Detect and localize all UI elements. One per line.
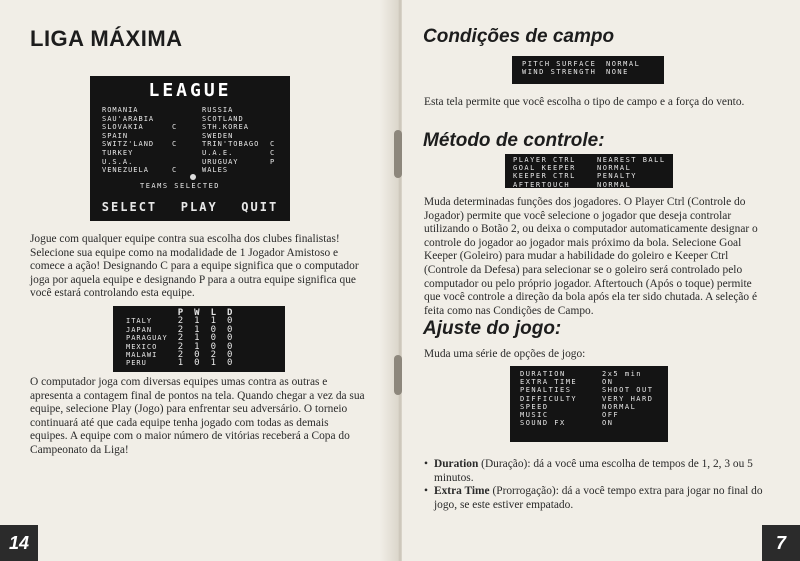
page-number-right: 7: [762, 525, 800, 561]
game-settings-intro: Muda uma série de opções de jogo:: [424, 348, 586, 360]
standings-d: 0: [226, 350, 234, 361]
standings-team: MEXICO: [126, 342, 158, 351]
standings-team: JAPAN: [126, 325, 153, 334]
setting-label: DIFFICULTY: [520, 394, 578, 403]
team-right-mark: P: [270, 157, 276, 166]
setting-value[interactable]: NORMAL: [602, 402, 637, 411]
bleed-through-title: [215, 32, 221, 55]
setting-row: [522, 68, 640, 76]
setting-row: [513, 172, 666, 180]
league-menu: [90, 200, 290, 214]
team-left[interactable]: SPAIN: [102, 131, 129, 140]
standings-p: 1: [177, 358, 185, 369]
team-row: [102, 123, 282, 132]
binding-mark-top: [394, 130, 402, 178]
standings-l: 1: [210, 358, 217, 369]
setting-value[interactable]: VERY HARD: [602, 394, 654, 403]
control-method-screenshot: [505, 154, 673, 188]
team-left-mark: [172, 115, 202, 124]
team-right[interactable]: WALES: [202, 166, 229, 175]
standings-team: ITALY: [126, 317, 153, 326]
setting-row: [513, 164, 666, 172]
left-page: [0, 0, 398, 561]
team-right-mark: [270, 106, 280, 115]
team-row: [102, 132, 282, 141]
standings-row: [121, 359, 238, 367]
team-right[interactable]: URUGUAY: [202, 157, 239, 166]
header-lost: L: [210, 308, 217, 318]
standings-team: MALAWI: [126, 351, 158, 360]
setting-row: [520, 378, 653, 386]
team-right-mark: [270, 123, 280, 132]
standings-l: 0: [210, 341, 217, 352]
setting-value[interactable]: NONE: [606, 68, 629, 77]
team-right-mark: [270, 115, 280, 124]
standings-screenshot: [113, 306, 285, 372]
league-rules-paragraph: [30, 376, 366, 458]
setting-row: [520, 403, 653, 411]
team-right-mark: C: [270, 148, 276, 157]
setting-label: DURATION: [520, 370, 566, 378]
standings-p: 2: [177, 324, 185, 335]
control-method-paragraph: [424, 196, 768, 318]
team-list: [102, 106, 282, 175]
standings-team: PERU: [126, 359, 147, 368]
bullet-term: Extra Time: [434, 485, 490, 498]
team-left[interactable]: U.S.A.: [102, 157, 134, 166]
setting-row: [520, 395, 653, 403]
league-banner: LEAGUE: [148, 80, 232, 101]
setting-row: [520, 411, 653, 419]
team-left[interactable]: TURKEY: [102, 148, 134, 157]
right-page: [402, 0, 800, 561]
team-left[interactable]: SWITZ'LAND: [102, 140, 155, 149]
standings-w: 0: [194, 358, 201, 369]
standings-w: 1: [194, 333, 201, 344]
team-left-mark: [172, 158, 202, 167]
menu-quit-button[interactable]: QUIT: [241, 200, 279, 214]
team-right[interactable]: RUSSIA: [202, 106, 234, 114]
setting-value[interactable]: NORMAL: [597, 180, 632, 188]
menu-play-button[interactable]: PLAY: [180, 200, 218, 214]
setting-value[interactable]: NEAREST BALL: [597, 156, 666, 164]
team-left[interactable]: SAU'ARABIA: [102, 114, 155, 123]
options-bullet-list: [424, 458, 772, 512]
team-right[interactable]: SCOTLAND: [202, 114, 244, 123]
league-intro-paragraph: Jogue com qualquer equipe contra sua escolha dos clubes finalistas! Selecione sua equipe como na modalidade de 1 Jogador Amistoso e comece a ação! Designando C para a equipe significa que o computador joga por aquela equipe e designando P para a outra equipe significa que você estará controlando esta equipe.: [30, 233, 359, 300]
field-conditions-screenshot: [512, 56, 664, 84]
setting-label: SPEED: [520, 402, 549, 411]
setting-row: [513, 181, 666, 188]
team-right-mark: C: [270, 140, 276, 149]
team-row: [102, 149, 282, 158]
team-right-mark: [270, 132, 280, 141]
game-settings-title: Ajuste do jogo:: [423, 318, 562, 339]
team-right[interactable]: U.A.E.: [202, 148, 234, 157]
standings-table: [121, 309, 238, 368]
setting-value[interactable]: NORMAL: [597, 164, 632, 173]
team-left[interactable]: SLOVAKIA: [102, 123, 144, 132]
team-left-mark: [172, 149, 202, 158]
standings-p: 2: [177, 341, 185, 352]
bullet-item: [424, 458, 772, 485]
setting-value[interactable]: SHOOT OUT: [602, 386, 654, 395]
header-won: W: [194, 308, 201, 318]
setting-value[interactable]: NORMAL: [606, 60, 641, 68]
ball-icon: [190, 174, 196, 180]
team-right-mark: [270, 166, 280, 175]
standings-w: 0: [194, 350, 201, 361]
setting-value[interactable]: ON: [602, 419, 614, 428]
bullet-text: (Prorrogação): dá a você tempo extra para jogar no final do jogo, se este estiver empatado.: [434, 485, 763, 511]
standings-w: 1: [194, 324, 201, 335]
standings-d: 0: [226, 324, 234, 335]
field-conditions-paragraph: Esta tela permite que você escolha o tipo de campo e a força do vento.: [424, 96, 745, 108]
setting-value[interactable]: ON: [602, 378, 614, 387]
team-right[interactable]: TRIN'TOBAGO: [202, 140, 260, 149]
team-left-mark: [172, 106, 202, 115]
setting-value[interactable]: PENALTY: [597, 172, 638, 181]
standings-l: 1: [210, 316, 217, 327]
bullet-term: Duration: [434, 458, 479, 470]
standings-l: 2: [210, 350, 217, 361]
standings-w: 1: [194, 341, 201, 352]
field-conditions-title: Condições de campo: [423, 26, 615, 47]
team-left[interactable]: VENEZUELA: [102, 166, 149, 175]
setting-label: PITCH SURFACE: [522, 60, 597, 68]
binding-mark-bottom: [394, 355, 402, 395]
setting-label: AFTERTOUCH: [513, 180, 571, 188]
team-row: [102, 115, 282, 124]
setting-row: [520, 419, 653, 427]
header-drawn: D: [226, 308, 234, 318]
setting-row: [520, 386, 653, 394]
standings-d: 0: [226, 316, 234, 327]
setting-label: KEEPER CTRL: [513, 172, 576, 181]
setting-label: PENALTIES: [520, 386, 572, 395]
team-row: [102, 140, 282, 149]
setting-row: [513, 156, 666, 164]
standings-l: 0: [210, 324, 217, 335]
bullet-item: [424, 485, 772, 512]
menu-select-button[interactable]: SELECT: [101, 200, 158, 214]
setting-row: [522, 60, 640, 68]
team-right[interactable]: SWEDEN: [202, 131, 234, 140]
team-row: [102, 106, 282, 115]
setting-label: SOUND FX: [520, 419, 566, 428]
header-played: P: [177, 308, 185, 318]
page-number-left: 14: [0, 525, 38, 561]
standings-p: 2: [177, 350, 185, 361]
league-rules-text: O computador joga com diversas equipes umas contra as outras e apresenta a contagem final de pontos na tela. Quando chegar a vez da sua equipe, selecione Play (Jogo) para enfrentar seu adversário. O torneio continuará até que cada equipe tenha jogado com todas as demais equipes. A equipe com o maior número de vitórias receberá a Copa do Campeonato da Liga!: [30, 376, 365, 456]
page-title: LIGA MÁXIMA: [30, 26, 183, 51]
team-left[interactable]: ROMANIA: [102, 106, 139, 114]
team-left-mark: C: [172, 123, 178, 132]
standings-team: PARAGUAY: [126, 334, 168, 343]
setting-value[interactable]: 2x5 min: [602, 370, 643, 378]
setting-row: [520, 370, 653, 378]
game-settings-screenshot: [510, 366, 668, 442]
standings-p: 2: [177, 333, 185, 344]
bullet-text: (Duração): dá a você uma escolha de tempos de 1, 2, 3 ou 5 minutos.: [434, 458, 753, 484]
team-right[interactable]: STH.KOREA: [202, 123, 249, 132]
league-screenshot: [90, 76, 290, 221]
standings-w: 1: [194, 316, 201, 327]
setting-label: WIND STRENGTH: [522, 68, 597, 77]
setting-label: PLAYER CTRL: [513, 156, 576, 164]
control-method-text: Muda determinadas funções dos jogadores. O Player Ctrl (Controle do Jogador) permite que você selecione o jogador que deseja controlar utilizando o Botão 2, ou deixa o computador automaticamente designar o controle do jogador ao jogador mais próximo da bola. Selecione Goal Keeper (Goleiro) para mudar a habilidade do goleiro e Keeper Ctrl (Controle da Defesa) para selecionar se o goleiro será controlado pelo computador ou pelo próprio jogador. Aftertouch (Após o toque) permite que você controle a direção da bola após ela ter sido chutada. A seleção é feita como nas Condições de Campo.: [424, 196, 758, 317]
team-left-mark: C: [172, 166, 178, 175]
standings-d: 0: [226, 358, 234, 369]
teams-selected-label: TEAMS SELECTED: [140, 182, 221, 190]
team-left-mark: [172, 132, 202, 141]
standings-d: 0: [226, 333, 234, 344]
control-method-title: Método de controle:: [423, 130, 605, 151]
setting-label: EXTRA TIME: [520, 378, 578, 387]
standings-p: 2: [177, 316, 185, 327]
standings-d: 0: [226, 341, 234, 352]
setting-value[interactable]: OFF: [602, 411, 620, 420]
standings-l: 0: [210, 333, 217, 344]
team-row: [102, 158, 282, 167]
setting-label: GOAL KEEPER: [513, 164, 576, 173]
setting-label: MUSIC: [520, 411, 549, 420]
team-left-mark: C: [172, 140, 178, 149]
